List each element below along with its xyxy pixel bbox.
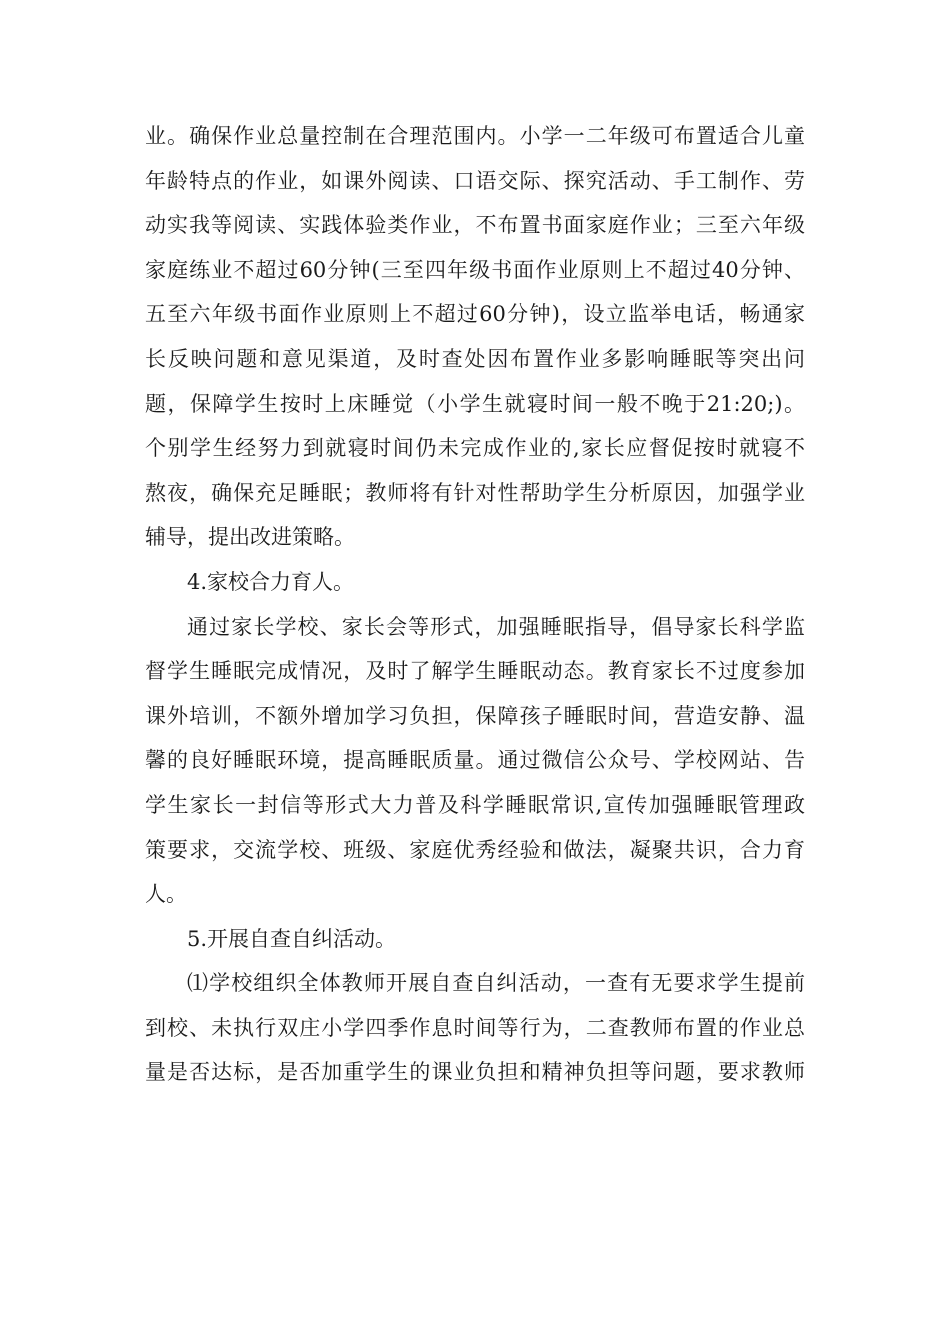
paragraph-home-school [145, 605, 805, 917]
paragraph-homework-sleep [145, 114, 805, 560]
text-line: 策要求，交流学校、班级、家庭优秀经验和做法，凝聚共识，合力育 [145, 837, 805, 862]
text-line: 动实我等阅读、实践体验类作业，不布置书面家庭作业；三至六年级 [145, 213, 805, 238]
text-line: 到校、未执行双庄小学四季作息时间等行为，二查教师布置的作业总 [145, 1015, 805, 1040]
heading-text: 5.开展自查自纠活动。 [187, 926, 397, 951]
text-line: 五至六年级书面作业原则上不超过60分钟)，设立监举电话，畅通家 [145, 302, 805, 327]
text-line: ⑴学校组织全体教师开展自查自纠活动，一查有无要求学生提前 [187, 971, 805, 996]
text-line: 馨的良好睡眠环境，提高睡眠质量。通过微信公众号、学校网站、告 [145, 748, 805, 773]
text-line: 题，保障学生按时上床睡觉（小学生就寝时间一般不晚于21:20;)。 [145, 391, 805, 416]
paragraph-self-check [145, 961, 805, 1095]
text-line: 学生家长一封信等形式大力普及科学睡眠常识,宣传加强睡眠管理政 [145, 792, 805, 817]
text-line: 业。确保作业总量控制在合理范围内。小学一二年级可布置适合儿童 [145, 124, 805, 148]
text-line: 量是否达标，是否加重学生的课业负担和精神负担等问题，要求教师 [145, 1060, 805, 1085]
heading-text: 4.家校合力育人。 [187, 569, 355, 594]
text-line: 通过家长学校、家长会等形式，加强睡眠指导，倡导家长科学监 [187, 614, 805, 639]
text-line: 家庭练业不超过60分钟(三至四年级书面作业原则上不超过40分钟、 [145, 257, 805, 282]
text-line: 课外培训，不额外增加学习负担，保障孩子睡眠时间，营造安静、温 [145, 703, 805, 728]
text-line: 辅导，提出改进策略。 [145, 525, 355, 550]
section-heading-5 [145, 917, 805, 962]
document-body [145, 114, 805, 1095]
section-heading-4 [145, 560, 805, 605]
text-line: 年龄特点的作业，如课外阅读、口语交际、探究活动、手工制作、劳 [145, 168, 805, 193]
text-line: 个别学生经努力到就寝时间仍未完成作业的,家长应督促按时就寝不 [145, 436, 805, 461]
text-line: 长反映问题和意见渠道，及时查处因布置作业多影响睡眠等突出问 [145, 346, 805, 371]
text-line: 熬夜，确保充足睡眠；教师将有针对性帮助学生分析原因，加强学业 [145, 480, 805, 505]
text-line: 督学生睡眠完成情况，及时了解学生睡眠动态。教育家长不过度参加 [145, 659, 805, 684]
text-line: 人。 [145, 882, 187, 907]
